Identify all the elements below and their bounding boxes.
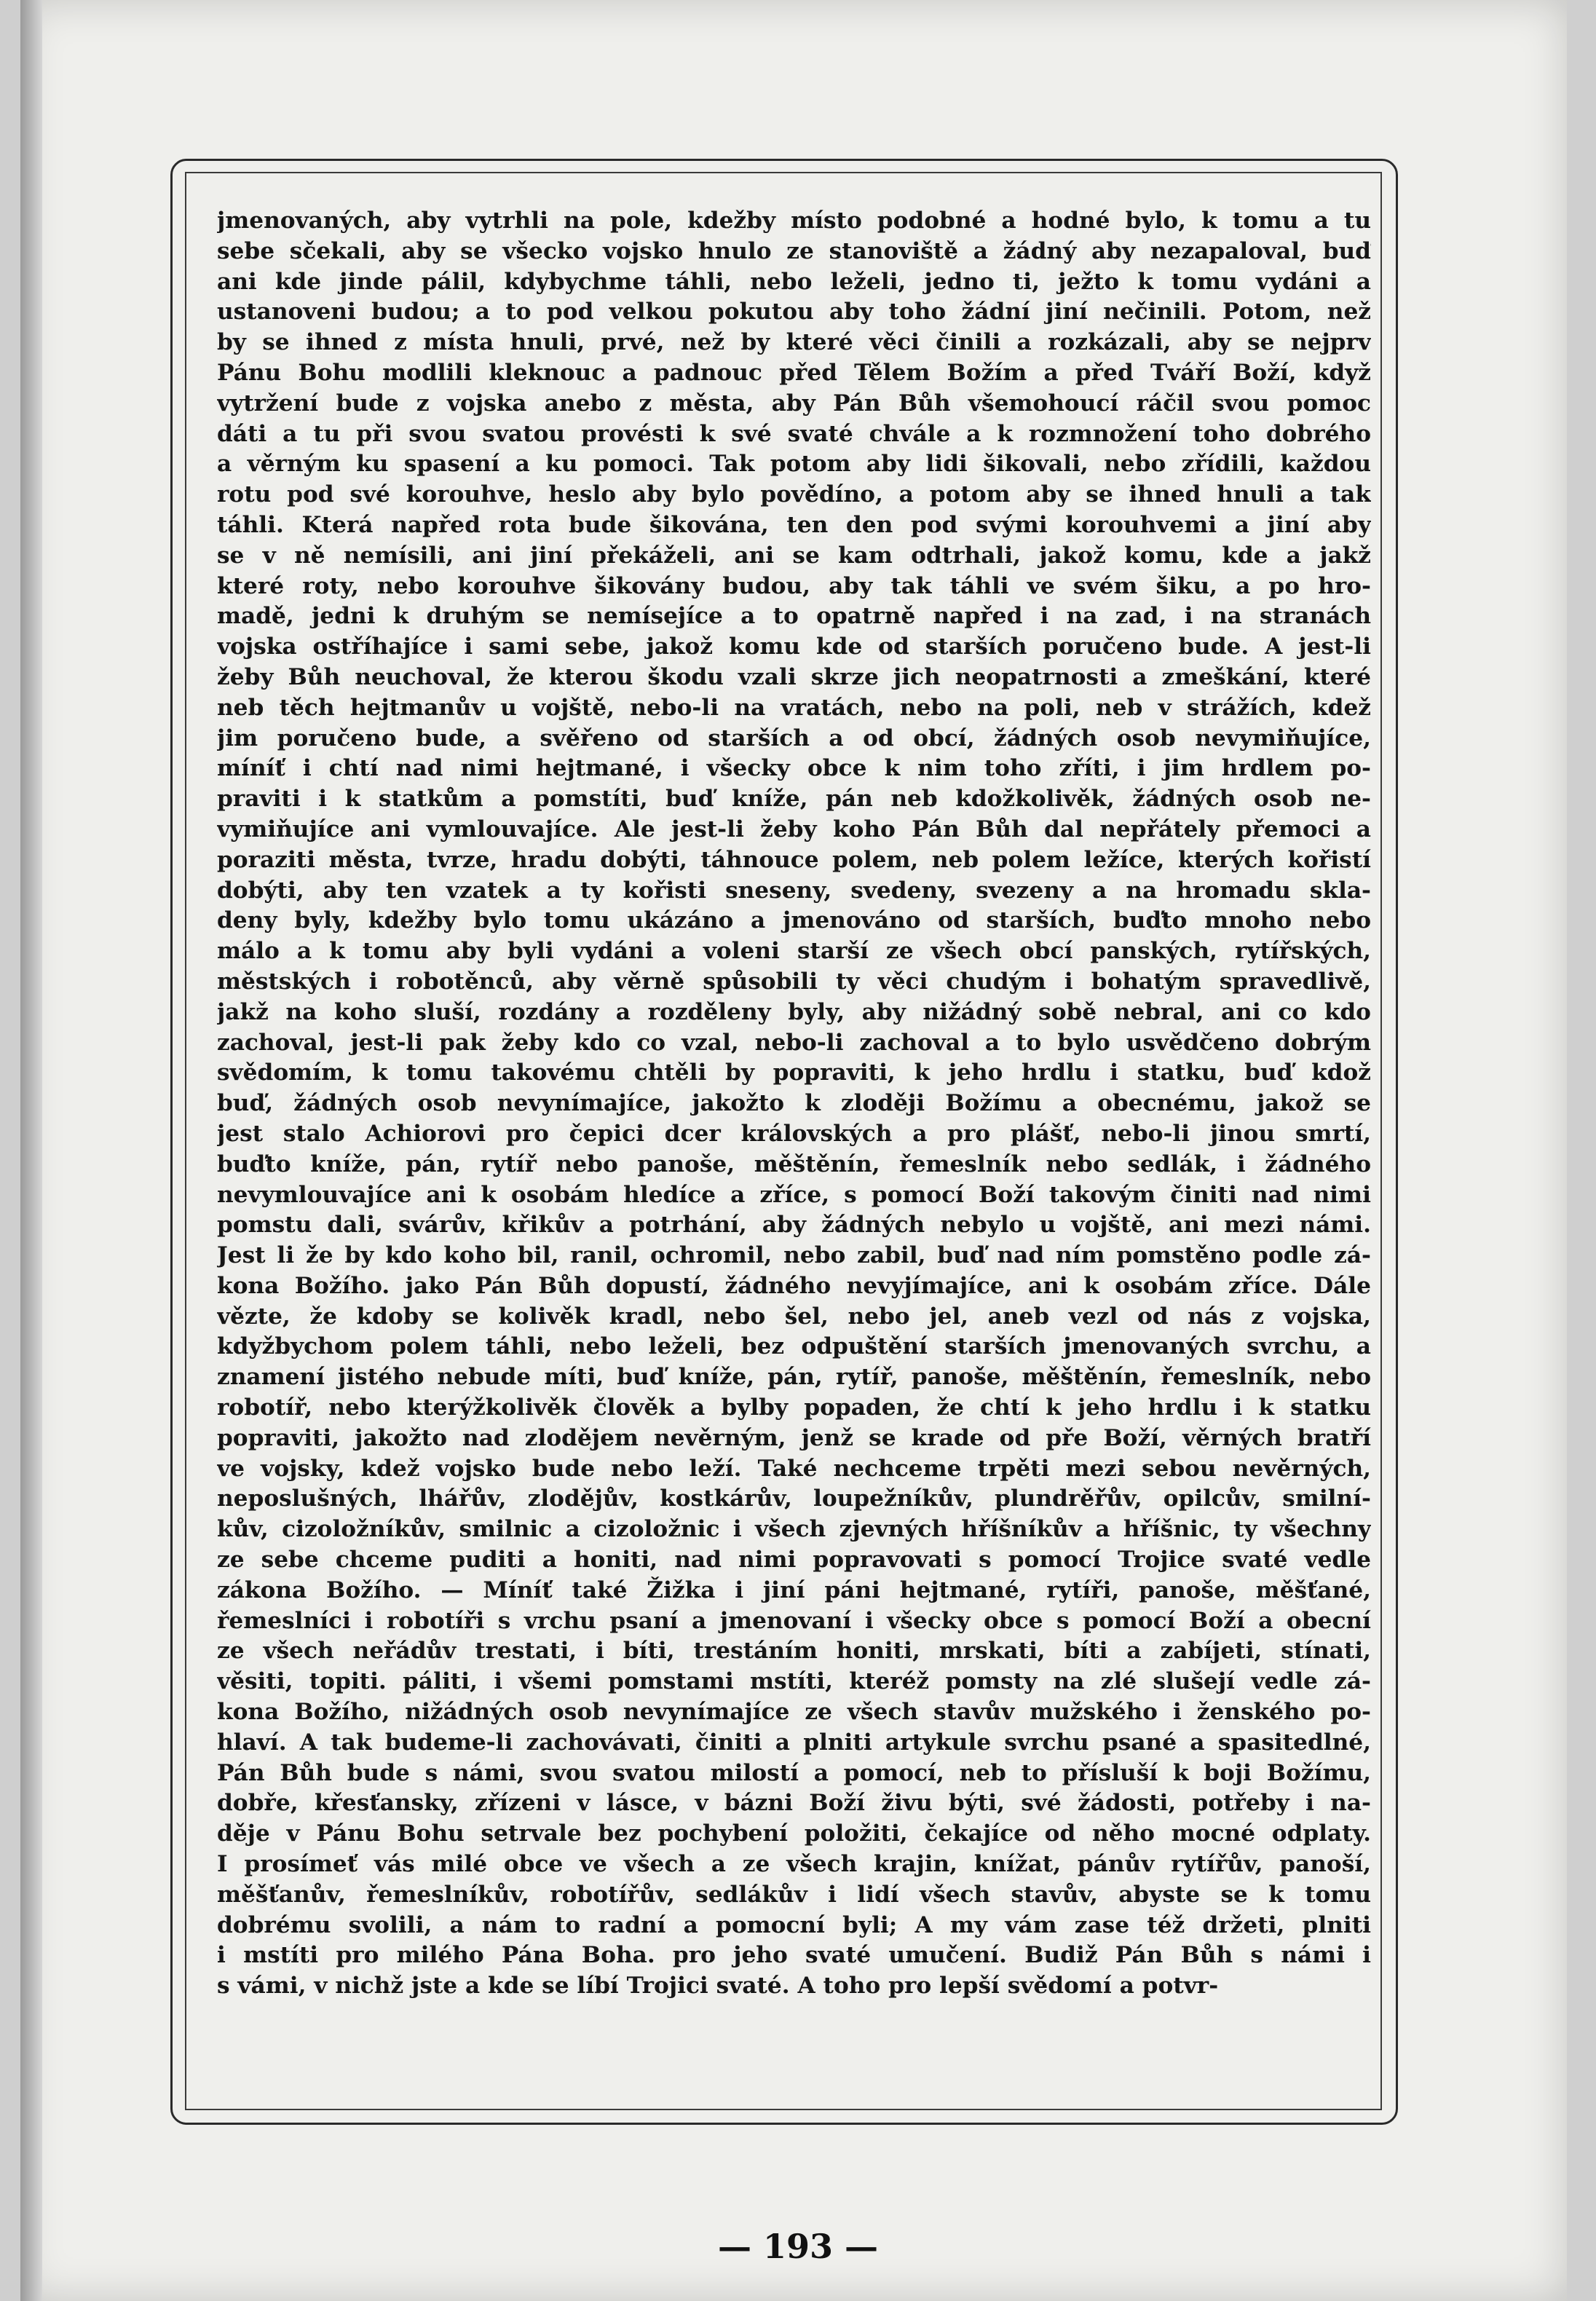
text-line: dobrému svolili, a nám to radní a pomocní byli; A my vám zase též držeti, plniti: [217, 1911, 1371, 1938]
text-line: I prosímeť vás milé obce ve všech a ze všech krajin, knížat, pánův rytířův, panoší,: [217, 1851, 1371, 1878]
text-line: dobýti, aby ten vzatek a ty kořisti sneseny, svedeny, svezeny a na hromadu skla-: [217, 877, 1371, 904]
page-number: — 193 —: [717, 2227, 879, 2266]
text-line: řemeslníci i robotíři s vrchu psaní a jmenovaní i všecky obce s pomocí Boží a obecní: [217, 1607, 1371, 1634]
text-line: kdyžbychom polem táhli, nebo leželi, bez odpuštění starších jmenovaných svrchu, a: [217, 1333, 1371, 1360]
text-line: jim poručeno bude, a svěřeno od starších a od obcí, žádných osob nevymiňujíce,: [217, 725, 1371, 751]
text-line: kona Božího. jako Pán Bůh dopustí, žádného nevyjímajíce, ani k osobám zříce. Dále: [217, 1272, 1371, 1299]
text-line: hlaví. A tak budeme-li zachovávati, činiti a plniti artykule svrchu psané a spasitedlné,: [217, 1729, 1371, 1756]
text-line: které roty, nebo korouhve šikovány budou, aby tak táhli ve svém šiku, a po hro-: [217, 572, 1371, 599]
text-line: i mstíti pro milého Pána Boha. pro jeho svaté umučení. Budiž Pán Bůh s námi i: [217, 1942, 1371, 1969]
text-line: buďto kníže, pán, rytíř nebo panoše, měštěnín, řemeslník nebo sedlák, i žádného: [217, 1150, 1371, 1177]
text-line: kův, cizoložníkův, smilnic a cizoložnic i všech zjevných hříšníkův a hříšnic, ty všechny: [217, 1516, 1371, 1543]
text-line: jmenovaných, aby vytrhli na pole, kdežby místo podobné a hodné bylo, k tomu a tu: [217, 208, 1371, 234]
text-line: věsiti, topiti. páliti, i všemi pomstami mstíti, kteréž pomsty na zlé slušejí vedle zá-: [217, 1668, 1371, 1695]
text-line: buď, žádných osob nevynímajíce, jakožto k zloději Božímu a obecnému, jakož se: [217, 1090, 1371, 1117]
text-line: nevymlouvajíce ani k osobám hledíce a zříce, s pomocí Boží takovým činiti nad nimi: [217, 1181, 1371, 1208]
text-line: praviti i k statkům a pomstíti, buď kníže, pán neb kdožkolivěk, žádných osob ne-: [217, 786, 1371, 813]
text-line: dáti a tu při svou svatou provésti k své svaté chvále a k rozmnožení toho dobrého: [217, 420, 1371, 447]
text-line: Jest li že by kdo koho bil, ranil, ochromil, nebo zabil, buď nad ním pomstěno podle zá-: [217, 1242, 1371, 1269]
text-line: s vámi, v nichž jste a kde se líbí Trojici svaté. A toho pro lepší svědomí a potvr-: [217, 1973, 1219, 2000]
text-line: poraziti města, tvrze, hradu dobýti, táhnouce polem, neb polem ležíce, kterých kořistí: [217, 846, 1371, 873]
text-line: znamení jistého nebude míti, buď kníže, pán, rytíř, panoše, měštěnín, řemeslník, nebo: [217, 1364, 1371, 1391]
text-line: vytržení bude z vojska anebo z města, aby Pán Bůh všemohoucí ráčil svou pomoc: [217, 390, 1371, 417]
text-line: pomstu dali, svárův, křikův a potrhání, aby žádných nebylo u vojště, ani mezi námi.: [217, 1212, 1371, 1239]
text-line: zákona Božího. — Míníť také Žižka i jiní páni hejtmané, rytíři, panoše, měšťané,: [217, 1576, 1371, 1603]
text-line: ani kde jinde pálil, kdybychme táhli, nebo leželi, jedno ti, ježto k tomu vydáni a: [217, 268, 1371, 295]
text-line: táhli. Která napřed rota bude šikována, ten den pod svými korouhvemi a jiní aby: [217, 511, 1371, 538]
text-line: vojska ostříhajíce i sami sebe, jakož komu kde od starších poručeno bude. A jest-li: [217, 634, 1371, 660]
text-line: málo a k tomu aby byli vydáni a voleni starší ze všech obcí panských, rytířských,: [217, 938, 1371, 965]
text-line: ze všech neřádův trestati, i bíti, trestáním honiti, mrskati, bíti a zabíjeti, stínati,: [217, 1638, 1371, 1665]
text-line: děje v Pánu Bohu setrvale bez pochybení položiti, čekajíce od něho mocné odplaty.: [217, 1820, 1371, 1847]
text-line: a věrným ku spasení a ku pomoci. Tak potom aby lidi šikovali, nebo zřídili, každou: [217, 451, 1371, 478]
text-line: žeby Bůh neuchoval, že kterou škodu vzali skrze jich neopatrnosti a zmeškání, které: [217, 663, 1371, 690]
text-line: ve vojsky, kdež vojsko bude nebo leží. Také nechceme trpěti mezi sebou nevěrných,: [217, 1455, 1371, 1482]
text-line: míníť i chtí nad nimi hejtmané, i všecky obce k nim toho zříti, i jim hrdlem po-: [217, 755, 1371, 782]
text-line: neb těch hejtmanův u vojště, nebo-li na vratách, nebo na poli, neb v strážích, kdež: [217, 694, 1371, 721]
text-line: rotu pod své korouhve, heslo aby bylo povědíno, a potom aby se ihned hnuli a tak: [217, 481, 1371, 508]
body-text: [217, 206, 1371, 2085]
text-line: měšťanův, řemeslníkův, robotířův, sedlákův i lidí všech stavův, abyste se k tomu: [217, 1881, 1371, 1908]
text-line: sebe sčekali, aby se všecko vojsko hnulo ze stanoviště a žádný aby nezapaloval, buď: [217, 237, 1371, 264]
text-line: vězte, že kdoby se kolivěk kradl, nebo šel, nebo jel, aneb vezl od nás z vojska,: [217, 1303, 1371, 1330]
text-line: by se ihned z místa hnuli, prvé, než by které věci činili a rozkázali, aby se nejprv: [217, 329, 1371, 356]
text-line: Pánu Bohu modlili kleknouc a padnouc před Tělem Božím a před Tváří Boží, když: [217, 359, 1371, 386]
text-line: popraviti, jakožto nad zlodějem nevěrným, jenž se krade od pře Boží, věrných bratří: [217, 1424, 1371, 1451]
text-line: robotíř, nebo kterýžkolivěk člověk a bylby popaden, že chtí k jeho hrdlu i k statku: [217, 1394, 1371, 1421]
text-line: dobře, křesťansky, zřízeni v lásce, v bázni Boží živu býti, své žádosti, potřeby i na-: [217, 1790, 1371, 1817]
page-left-edge: [20, 0, 42, 2301]
text-line: jakž na koho sluší, rozdány a rozděleny byly, aby nižádný sobě nebral, ani co kdo: [217, 998, 1371, 1025]
text-line: deny byly, kdežby bylo tomu ukázáno a jmenováno od starších, buďto mnoho nebo: [217, 907, 1371, 934]
text-line: Pán Bůh bude s námi, svou svatou milostí a pomocí, neb to přísluší k boji Božímu,: [217, 1759, 1371, 1786]
text-line: se v ně nemísili, ani jiní překáželi, ani se kam odtrhali, jakož komu, kde a jakž: [217, 542, 1371, 569]
text-line: ze sebe chceme puditi a honiti, nad nimi popravovati s pomocí Trojice svaté vedle: [217, 1547, 1371, 1574]
text-line: vymiňujíce ani vymlouvajíce. Ale jest-li žeby koho Pán Bůh dal nepřátely přemoci a: [217, 816, 1371, 842]
text-line: ustanoveni budou; a to pod velkou pokutou aby toho žádní jiní nečinili. Potom, než: [217, 299, 1371, 325]
text-line: městských i robotěnců, aby věrně spůsobili ty věci chudým i bohatým spravedlivě,: [217, 968, 1371, 995]
text-line: kona Božího, nižádných osob nevynímajíce ze všech stavův mužského i ženského po-: [217, 1699, 1371, 1726]
text-line: madě, jedni k druhým se nemísejíce a to opatrně napřed i na zad, i na stranách: [217, 603, 1371, 630]
text-line: jest stalo Achiorovi pro čepici dcer královských a pro plášť, nebo-li jinou smrtí,: [217, 1120, 1371, 1147]
text-line: neposlušných, lhářův, zlodějův, kostkárův, loupežníkův, plundrěřův, opilcův, smilní-: [217, 1485, 1371, 1512]
text-line: zachoval, jest-li pak žeby kdo co vzal, nebo-li zachoval a to bylo usvědčeno dobrým: [217, 1029, 1371, 1056]
text-line: svědomím, k tomu takovému chtěli by popraviti, k jeho hrdlu i statku, buď kdož: [217, 1059, 1371, 1086]
